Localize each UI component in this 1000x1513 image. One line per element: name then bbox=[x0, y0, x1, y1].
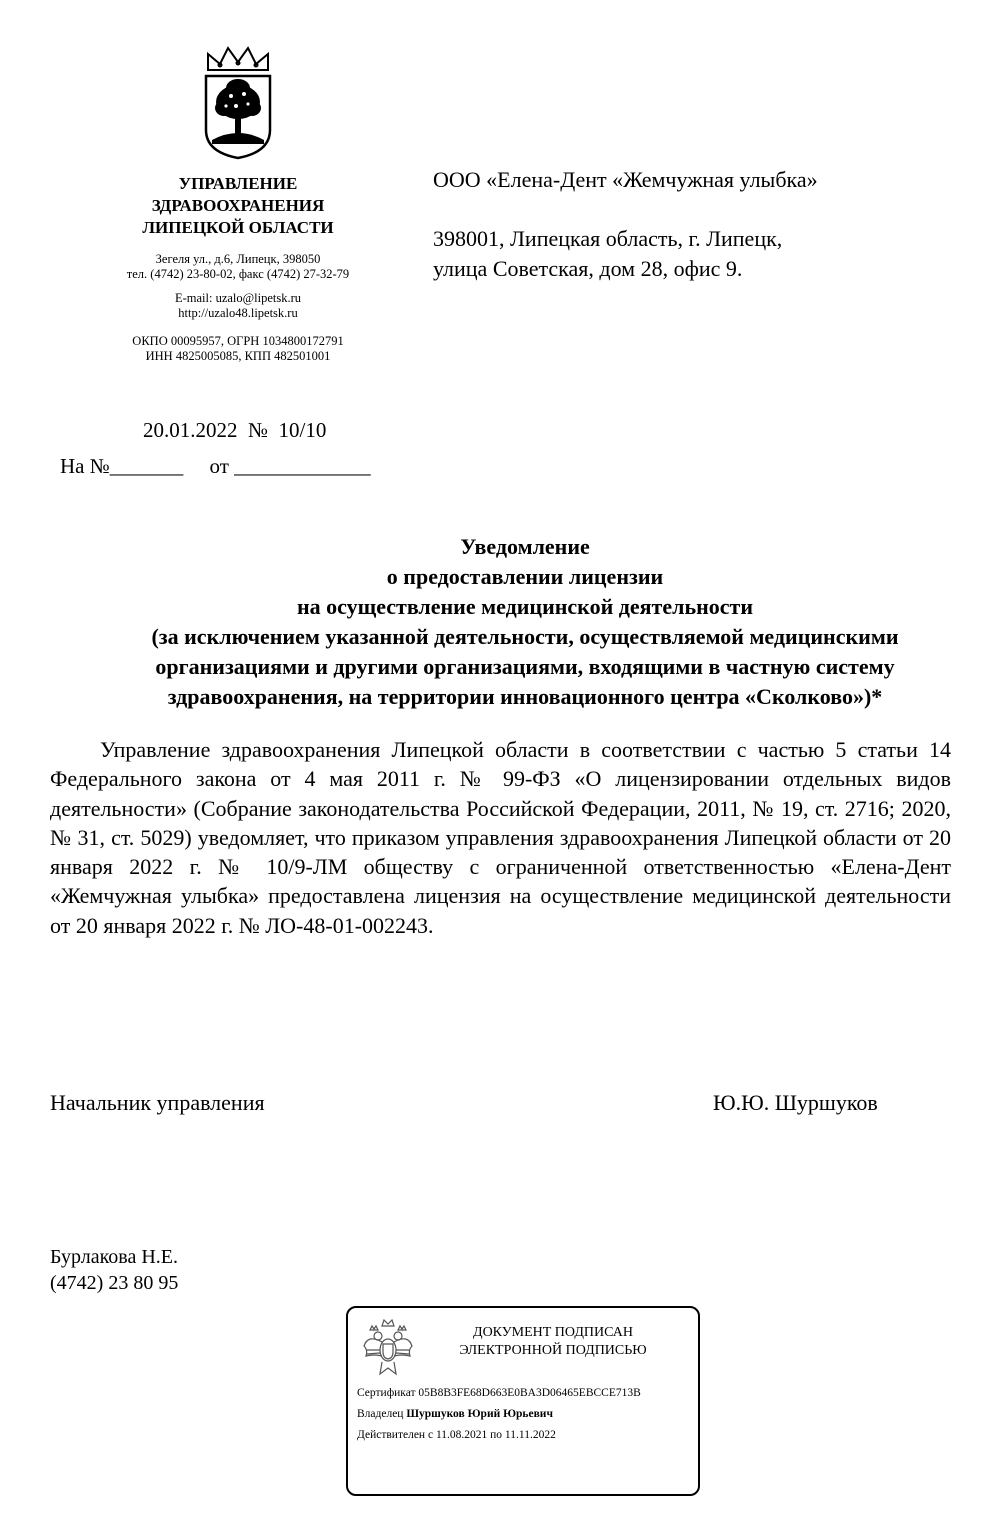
org-codes-line1: ОКПО 00095957, ОГРН 1034800172791 bbox=[132, 334, 344, 348]
stamp-owner-value: Шуршуков Юрий Юрьевич bbox=[406, 1408, 553, 1420]
recipient-name: ООО «Елена-Дент «Жемчужная улыбка» bbox=[433, 167, 818, 192]
org-name-line1: УПРАВЛЕНИЕ bbox=[178, 174, 298, 193]
title-line4: (за исключением указанной деятельности, осуществляемой медицинскими bbox=[151, 624, 899, 649]
stamp-header-line1: ДОКУМЕНТ ПОДПИСАН bbox=[473, 1325, 633, 1340]
title-line2: о предоставлении лицензии bbox=[386, 564, 664, 589]
stamp-cert-value: 05B8B3FE68D663E0BA3D06465EBCCE713B bbox=[418, 1387, 641, 1399]
e-signature-stamp bbox=[346, 1306, 700, 1496]
stamp-owner bbox=[357, 1408, 553, 1420]
reference-line: На №_______ от _____________ bbox=[60, 454, 371, 478]
lipetsk-coat-of-arms-icon bbox=[198, 44, 278, 160]
document-date-number: 20.01.2022 № 10/10 bbox=[143, 418, 327, 442]
org-email: E-mail: uzalo@lipetsk.ru bbox=[174, 291, 302, 305]
org-website: http://uzalo48.lipetsk.ru bbox=[178, 306, 298, 320]
title-line5: организациями и другими организациями, входящими в частную систему bbox=[155, 654, 895, 679]
stamp-owner-label: Владелец bbox=[357, 1408, 404, 1420]
recipient-address-line1: 398001, Липецкая область, г. Липецк, bbox=[433, 226, 783, 251]
signer-name: Ю.Ю. Шуршуков bbox=[713, 1090, 878, 1115]
signer-position: Начальник управления bbox=[50, 1090, 265, 1115]
org-name-line2: ЗДРАВООХРАНЕНИЯ bbox=[151, 196, 325, 215]
stamp-cert-label: Сертификат bbox=[357, 1387, 416, 1399]
stamp-header-line2: ЭЛЕКТРОННОЙ ПОДПИСЬЮ bbox=[459, 1343, 647, 1358]
stamp-certificate bbox=[357, 1387, 695, 1399]
org-name-line3: ЛИПЕЦКОЙ ОБЛАСТИ bbox=[142, 218, 334, 237]
title-line6: здравоохранения, на территории инновационного центра «Сколково»)* bbox=[167, 684, 883, 709]
executor-phone: (4742) 23 80 95 bbox=[50, 1272, 179, 1294]
org-codes-line2: ИНН 4825005085, КПП 482501001 bbox=[145, 349, 331, 363]
stamp-validity: Действителен с 11.08.2021 по 11.11.2022 bbox=[357, 1429, 556, 1441]
org-address: Зегеля ул., д.6, Липецк, 398050 bbox=[155, 252, 321, 266]
document-title bbox=[40, 532, 1000, 712]
recipient-address-line2: улица Советская, дом 28, офис 9. bbox=[433, 256, 743, 281]
org-phones: тел. (4742) 23-80-02, факс (4742) 27-32-79 bbox=[126, 267, 350, 281]
executor-name: Бурлакова Н.Е. bbox=[50, 1246, 178, 1268]
body-paragraph: Управление здравоохранения Липецкой области в соответствии с частью 5 статьи 14 Федерального закона от 4 мая 2011 г. № 99-ФЗ «О лицензировании отдельных видов деятельности» (Собрание законодательства Российской Федерации, 2011, № 19, ст. 2716; 2020, № 31, ст. 5029) уведомляет, что приказом управления здравоохранения Липецкой области от 20 января 2022 г. № 10/9-ЛМ обществу с ограниченной ответственностью «Елена-Дент «Жемчужная улыбка» предоставлена лицензия на осуществление медицинской деятельности от 20 января 2022 г. № ЛО-48-01-002243. bbox=[50, 737, 951, 938]
title-line1: Уведомление bbox=[460, 534, 590, 559]
title-line3: на осуществление медицинской деятельности bbox=[296, 594, 754, 619]
